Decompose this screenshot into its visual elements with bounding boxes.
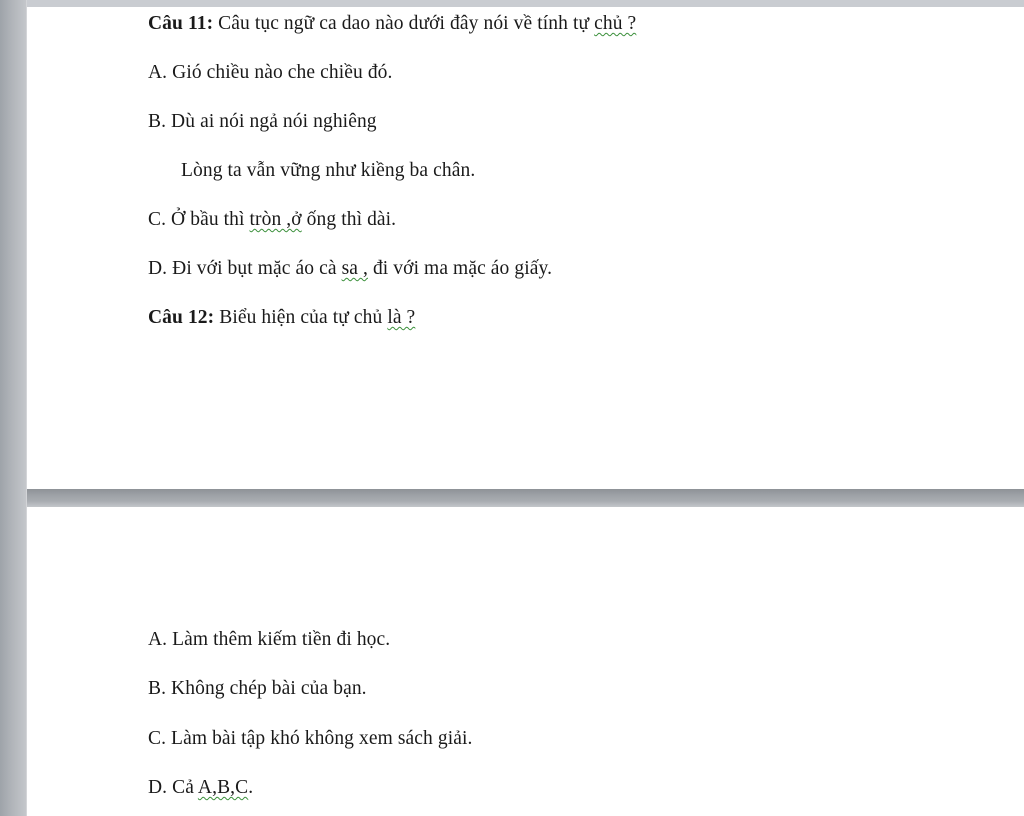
q11-option-d-text-end: đi với ma mặc áo giấy.: [367, 258, 553, 279]
q11-option-c-text-end: ống thì dài.: [301, 209, 397, 230]
document-page-1: [27, 7, 1024, 489]
window-top-edge: [0, 0, 1024, 7]
q11-option-a: A. Gió chiều nào che chiều đó.: [148, 62, 393, 83]
q12-option-a: A. Làm thêm kiếm tiền đi học.: [148, 629, 391, 650]
q11-option-c-text: C. Ở bầu thì: [148, 209, 250, 230]
q12-option-d-text-end: .: [248, 777, 254, 798]
q11-option-d-text: D. Đi với bụt mặc áo cà: [148, 258, 342, 279]
q11-option-b-line2: Lòng ta vẫn vững như kiềng ba chân.: [181, 160, 476, 181]
q12-option-d: [148, 776, 253, 800]
question-12-text: Biểu hiện của tự chủ: [214, 307, 388, 328]
question-12-label: Câu 12:: [148, 307, 215, 328]
q11-option-c: [148, 208, 396, 232]
q12-option-b: B. Không chép bài của bạn.: [148, 678, 367, 699]
question-12: [148, 306, 415, 330]
left-margin-scroll-area: [0, 0, 27, 816]
q11-option-d: [148, 257, 552, 281]
q12-option-d-squiggle: A,B,C: [197, 777, 249, 798]
q12-option-c: C. Làm bài tập khó không xem sách giải.: [148, 728, 473, 749]
question-11: [148, 12, 636, 36]
q11-option-d-squiggle: sa ,: [341, 258, 368, 279]
document-page-2: [27, 507, 1024, 816]
q11-option-c-squiggle: tròn ,ở: [249, 209, 302, 230]
question-11-text: Câu tục ngữ ca dao nào dưới đây nói về tính tự: [213, 13, 595, 34]
question-11-text-squiggle: chủ ?: [594, 13, 637, 34]
question-12-text-squiggle: là ?: [387, 307, 416, 328]
question-11-label: Câu 11:: [148, 13, 214, 34]
page-break-separator: [0, 489, 1024, 507]
q12-option-d-text: D. Cả: [148, 777, 198, 798]
q11-option-b-line1: B. Dù ai nói ngả nói nghiêng: [148, 111, 377, 132]
